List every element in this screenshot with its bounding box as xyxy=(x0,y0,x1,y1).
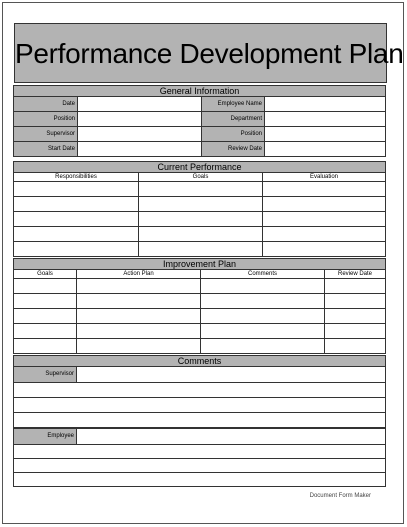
table-row xyxy=(14,211,385,226)
comments-cell[interactable] xyxy=(200,279,324,293)
goal-cell[interactable] xyxy=(14,339,76,353)
review-date-label: Review Date xyxy=(201,142,264,156)
goal-cell[interactable] xyxy=(138,242,262,256)
goal-cell[interactable] xyxy=(138,197,262,211)
col-goals: Goals xyxy=(138,173,262,181)
comments-cell[interactable] xyxy=(200,339,324,353)
improvement-plan-grid xyxy=(13,269,386,354)
position-right-field[interactable] xyxy=(264,127,385,141)
supervisor-comment-label: Supervisor xyxy=(14,367,76,382)
goal-cell[interactable] xyxy=(14,309,76,323)
review-date-cell[interactable] xyxy=(324,339,385,353)
evaluation-cell[interactable] xyxy=(262,242,385,256)
employee-name-label: Employee Name xyxy=(201,97,264,111)
current-performance-heading: Current Performance xyxy=(13,161,386,173)
footer-credit: Document Form Maker xyxy=(309,493,371,499)
evaluation-cell[interactable] xyxy=(262,182,385,196)
review-date-cell[interactable] xyxy=(324,279,385,293)
supervisor-comments-grid xyxy=(13,366,386,428)
employee-comment-field[interactable] xyxy=(76,429,385,444)
employee-comment-label: Employee xyxy=(14,429,76,444)
col-goals: Goals xyxy=(37,271,53,277)
action-plan-cell[interactable] xyxy=(76,279,200,293)
position-field[interactable] xyxy=(77,112,201,126)
table-row xyxy=(14,308,385,323)
table-row xyxy=(14,181,385,196)
position-right-label: Position xyxy=(201,127,264,141)
action-plan-cell[interactable] xyxy=(76,324,200,338)
department-field[interactable] xyxy=(264,112,385,126)
supervisor-label: Supervisor xyxy=(14,127,77,141)
responsibility-cell[interactable] xyxy=(14,182,138,196)
goal-cell[interactable] xyxy=(138,182,262,196)
table-row xyxy=(14,226,385,241)
comments-cell[interactable] xyxy=(200,294,324,308)
improvement-plan-heading: Improvement Plan xyxy=(13,258,386,270)
comments-cell[interactable] xyxy=(200,324,324,338)
col-comments: Comments xyxy=(200,270,324,278)
table-row xyxy=(14,323,385,338)
table-row xyxy=(14,338,385,353)
review-date-field[interactable] xyxy=(264,142,385,156)
col-evaluation: Evaluation xyxy=(262,173,385,181)
date-field[interactable] xyxy=(77,97,201,111)
page-title: Performance Development Plan xyxy=(14,23,387,83)
supervisor-comment-line[interactable] xyxy=(14,413,385,427)
department-label: Department xyxy=(201,112,264,126)
employee-comments-grid xyxy=(13,428,386,487)
action-plan-cell[interactable] xyxy=(76,294,200,308)
date-label: Date xyxy=(14,97,77,111)
supervisor-comment-line[interactable] xyxy=(14,383,385,397)
responsibility-cell[interactable] xyxy=(14,242,138,256)
general-info-grid xyxy=(13,96,386,157)
action-plan-cell[interactable] xyxy=(76,309,200,323)
responsibility-cell[interactable] xyxy=(14,227,138,241)
responsibility-cell[interactable] xyxy=(14,212,138,226)
supervisor-comment-line[interactable] xyxy=(14,398,385,412)
col-responsibilities: Responsibilities xyxy=(55,174,97,180)
evaluation-cell[interactable] xyxy=(262,212,385,226)
evaluation-cell[interactable] xyxy=(262,197,385,211)
goal-cell[interactable] xyxy=(14,324,76,338)
supervisor-comment-field[interactable] xyxy=(76,367,385,382)
col-action-plan: Action Plan xyxy=(76,270,200,278)
goal-cell[interactable] xyxy=(138,212,262,226)
action-plan-cell[interactable] xyxy=(76,339,200,353)
goal-cell[interactable] xyxy=(138,227,262,241)
review-date-cell[interactable] xyxy=(324,324,385,338)
position-label: Position xyxy=(14,112,77,126)
goal-cell[interactable] xyxy=(14,279,76,293)
table-row xyxy=(14,293,385,308)
evaluation-cell[interactable] xyxy=(262,227,385,241)
employee-comment-line[interactable] xyxy=(14,459,385,472)
start-date-label: Start Date xyxy=(14,142,77,156)
employee-comment-line[interactable] xyxy=(14,473,385,486)
start-date-field[interactable] xyxy=(77,142,201,156)
review-date-cell[interactable] xyxy=(324,294,385,308)
table-row xyxy=(14,278,385,293)
responsibility-cell[interactable] xyxy=(14,197,138,211)
supervisor-field[interactable] xyxy=(77,127,201,141)
review-date-cell[interactable] xyxy=(324,309,385,323)
comments-cell[interactable] xyxy=(200,309,324,323)
goal-cell[interactable] xyxy=(14,294,76,308)
employee-name-field[interactable] xyxy=(264,97,385,111)
general-info-heading: General Information xyxy=(13,85,386,97)
current-performance-grid xyxy=(13,172,386,257)
comments-heading: Comments xyxy=(13,355,386,367)
table-row xyxy=(14,241,385,256)
employee-comment-line[interactable] xyxy=(14,445,385,458)
col-review-date: Review Date xyxy=(324,270,385,278)
table-row xyxy=(14,196,385,211)
